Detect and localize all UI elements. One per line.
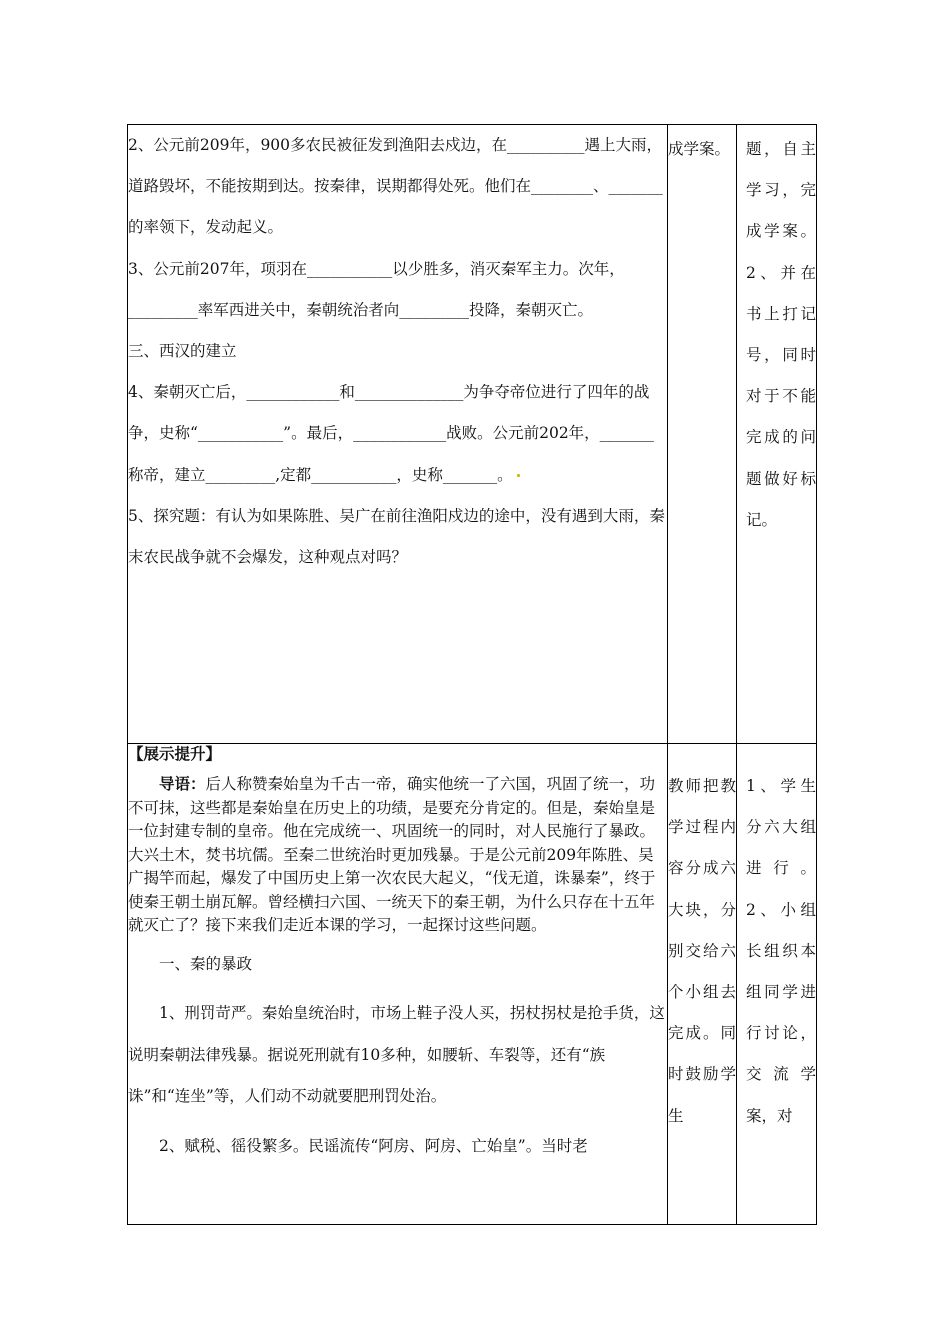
question-2: 2、公元前209年，900多农民被征发到渔阳去戍边，在__________遇上大雨，道路毁坏，不能按期到达。按秦律，误期都得处死。他们在________、_______的率领下，发动起义。 [128,136,663,237]
document-page [127,124,816,1225]
section-title-qin-tyranny: 一、秦的暴政 [159,954,253,973]
teacher-activity-cell: 教师把教学过程内容分成六大块，分别交给六个小组去完成。同时鼓励学生 [668,744,737,1225]
table-row [128,744,817,1225]
content-cell [128,744,668,1225]
intro-text: 后人称赞秦始皇为千古一帝，确实他统一了六国，巩固了统一，功不可抹，这些都是秦始皇在历史上的功绩，是要充分肯定的。但是，秦始皇是一位封建专制的皇帝。他在完成统一、巩固统一的同时，对人民施行了暴政。大兴土木，焚书坑儒。至秦二世统治时更加残暴。于是公元前209年陈胜、吴广揭竿而起，爆发了中国历史上第一次农民大起义，“伐无道，诛暴秦”，终于使秦王朝土崩瓦解。曾经横扫六国、一统天下的秦王朝，为什么只存在十五年就灭亡了？接下来我们走近本课的学习，一起探讨这些问题。 [128,775,656,934]
paragraph-punishment: 1、刑罚苛严。秦始皇统治时，市场上鞋子没人买，拐杖拐杖是抢手货，这说明秦朝法律残暴。据说死刑就有10多种，如腰斩、车裂等，还有“族诛”和“连坐”等，人们动不动就要肥刑罚处治。 [128,1004,665,1105]
teacher-activity-cell: 成学案。 [668,125,737,744]
question-4 [128,372,667,496]
stray-mark [517,474,520,477]
table-row [128,125,817,744]
content-cell [128,125,668,744]
section-heading-western-han: 三、西汉的建立 [128,342,237,361]
intro-paragraph [128,772,667,938]
section-heading-display: 【展示提升】 [128,744,222,763]
student-activity-cell: 题，自主学习，完成学案。2、并在书上打记号，同时对于不能完成的问题做好标记。 [737,125,817,744]
question-3: 3、公元前207年，项羽在___________以少胜多，消灭秦军主力。次年，_________率军西进关中，秦朝统治者向_________投降，秦朝灭亡。 [128,259,625,319]
intro-label: 导语： [159,774,206,793]
lesson-plan-table [127,124,817,1225]
student-activity-cell: 1、学生分六大组进行。2、小组长组织本组同学进行讨论，交流学案，对 [737,744,817,1225]
question-5: 5、探究题：有认为如果陈胜、吴广在前往渔阳戍边的途中，没有遇到大雨，秦末农民战争就不会爆发，这种观点对吗？ [128,506,665,567]
paragraph-taxes: 2、赋税、徭役繁多。民谣流传“阿房、阿房、亡始皇”。当时老 [159,1136,588,1155]
question-4-text: 4、秦朝灭亡后，____________和______________为争夺帝位进行了四年的战争，史称“___________”。最后，____________战败。公元前202年，_______称帝，建立_________,定都___________，史称_______。 [128,383,654,484]
